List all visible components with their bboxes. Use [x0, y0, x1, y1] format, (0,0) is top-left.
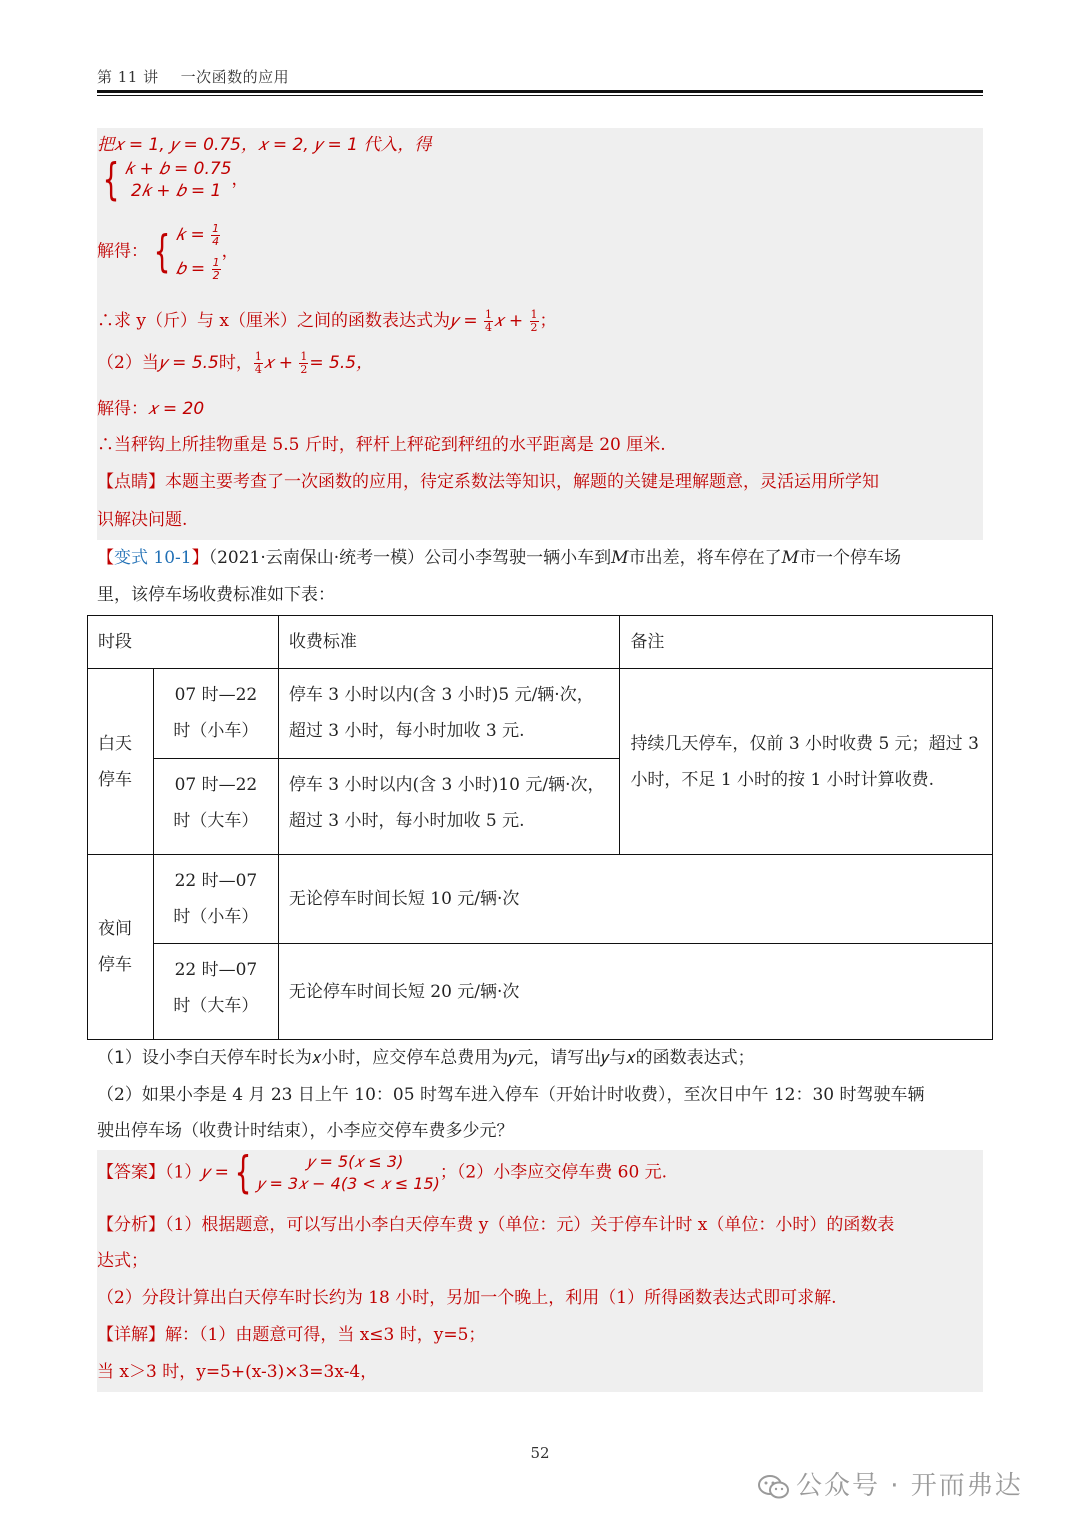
x-solution: 解得：𝑥 = 20 [97, 399, 205, 419]
comment-label: 【点睛】 [97, 472, 165, 492]
substitution-line: 把𝑥 = 1, 𝑦 = 0.75，𝑥 = 2, 𝑦 = 1 代入，得 [97, 135, 432, 155]
day-parking-label: 白天停车 [88, 669, 154, 855]
header-standard: 收费标准 [278, 616, 620, 669]
parking-fee-table [87, 615, 993, 1040]
question-1: （1）设小李白天停车时长为𝑥小时，应交停车总费用为𝑦元，请写出𝑦与𝑥的函数表达式； [97, 1048, 755, 1068]
problem-line1: 【变式 10-1】（2021·云南保山·统考一模）公司小李驾驶一辆小车到𝑀市出差，将车停在了𝑀市一个停车场 [97, 548, 901, 568]
variant-label: 变式 10-1 [114, 548, 192, 568]
day-small-time: 07 时—22 时（小车） [153, 669, 278, 759]
function-expression: ∴求 y（斤）与 x（厘米）之间的函数表达式为𝑦 = $\frac{1}{4}$ 𝑥 + $\frac{1}{2}$ ； [97, 308, 557, 334]
day-large-time: 07 时—22 时（大车） [153, 759, 278, 855]
problem-line2: 里，该停车场收费标准如下表： [97, 585, 335, 605]
analysis-line3: （2）分段计算出白天停车时长约为 18 小时，另加一个晚上，利用（1）所得函数表达式即可求解. [97, 1288, 837, 1308]
watermark: 公众号 · 开而弗达 [758, 1465, 1023, 1502]
page-number: 52 [530, 1444, 550, 1462]
day-small-fee: 停车 3 小时以内(含 3 小时)5 元/辆·次，超过 3 小时，每小时加收 3 元. [278, 669, 620, 759]
detail-label: 【详解】 [97, 1325, 165, 1345]
header-rule [97, 90, 983, 93]
running-header [97, 66, 289, 87]
part2-equation: （2）当𝑦 = 5.5时， $\frac{1}{4}$ 𝑥 + $\frac{1}{2}$ = 5.5， [97, 350, 374, 376]
wechat-icon [758, 1474, 790, 1500]
header-period: 时段 [88, 616, 279, 669]
day-note: 持续几天停车，仅前 3 小时收费 5 元；超过 3 小时，不足 1 小时的按 1 小时计算收费. [620, 669, 993, 855]
answer-label: 【答案】 [97, 1162, 165, 1183]
analysis-line2: 达式； [97, 1251, 148, 1271]
comment-line1: 【点睛】本题主要考查了一次函数的应用，待定系数法等知识，解题的关键是理解题意，灵活运用所学知 [97, 472, 879, 492]
header-note: 备注 [620, 616, 993, 669]
system-equations: { 𝑘 + 𝑏 = 0.75 2𝑘 + 𝑏 = 1 ， [102, 154, 249, 205]
lecture-number: 第 11 讲 [97, 68, 159, 86]
answer-line: 【答案】（1）𝑦 = { 𝑦 = 5(𝑥 ≤ 3) 𝑦 = 3𝑥 − 4(3 < 𝑥 ≤ 15) ；（2）小李应交停车费 60 元. [97, 1147, 668, 1198]
question-2-line2: 驶出停车场（收费计时结束），小李应交停车费多少元？ [97, 1121, 514, 1141]
day-large-fee: 停车 3 小时以内(含 3 小时)10 元/辆·次，超过 3 小时，每小时加收 5 元. [278, 759, 620, 855]
lecture-title: 一次函数的应用 [180, 68, 290, 86]
conclusion: ∴当秤钩上所挂物重是 5.5 斤时，秤杆上秤砣到秤纽的水平距离是 20 厘米. [97, 435, 666, 455]
analysis-label: 【分析】 [97, 1215, 165, 1235]
night-small-fee: 无论停车时间长短 10 元/辆·次 [278, 855, 992, 944]
night-large-time: 22 时—07 时（大车） [153, 944, 278, 1040]
solution-k-b: 解得： { 𝑘 = $\frac{1}{4}$ 𝑏 = $\frac{1}{2}$ ， [97, 221, 239, 282]
night-large-fee: 无论停车时间长短 20 元/辆·次 [278, 944, 992, 1040]
night-small-time: 22 时—07 时（小车） [153, 855, 278, 944]
header-rule-thin [97, 95, 983, 96]
night-parking-label: 夜间停车 [88, 855, 154, 1040]
analysis-line1: 【分析】（1）根据题意，可以写出小李白天停车费 y（单位：元）关于停车计时 x（单位：小时）的函数表 [97, 1215, 895, 1235]
detail-line2: 当 x＞3 时，y=5+(x-3)×3=3x-4， [97, 1362, 378, 1382]
detail-line1: 【详解】解：（1）由题意可得，当 x≤3 时，y=5； [97, 1325, 486, 1345]
question-2-line1: （2）如果小李是 4 月 23 日上午 10：05 时驾车进入停车（开始计时收费），至次日中午 12：30 时驾驶车辆 [97, 1085, 925, 1105]
comment-line2: 识解决问题. [97, 510, 188, 530]
